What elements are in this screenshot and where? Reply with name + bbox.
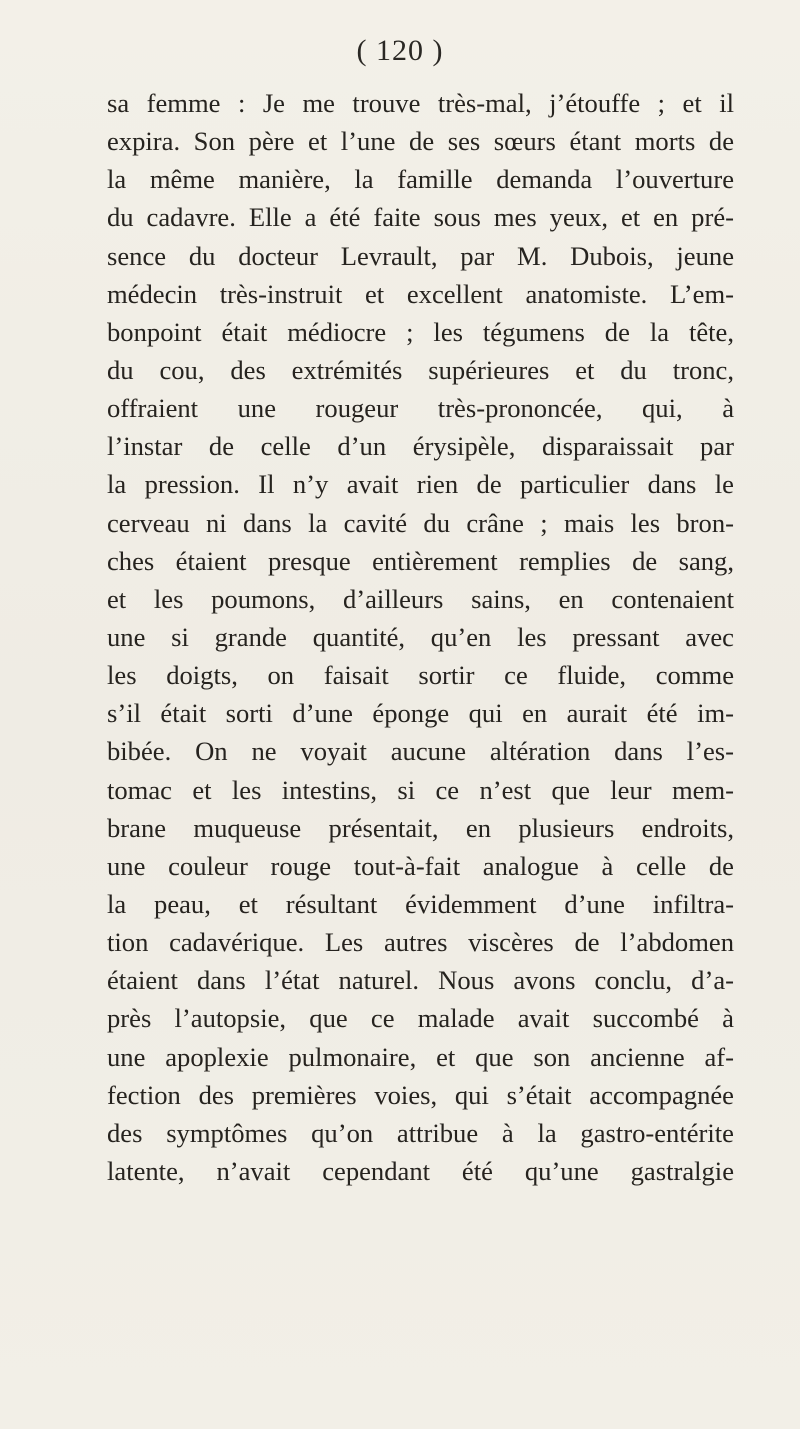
text-line: médecin très-instruit et excellent anatomiste. L’em-: [107, 278, 734, 309]
text-line: une couleur rouge tout-à-fait analogue à celle de: [107, 850, 734, 881]
text-line: du cou, des extrémités supérieures et du tronc,: [107, 354, 734, 385]
text-line: du cadavre. Elle a été faite sous mes yeux, et en pré-: [107, 202, 734, 233]
text-line: tion cadavérique. Les autres viscères de l’abdomen: [107, 927, 734, 958]
text-line: bonpoint était médiocre ; les tégumens de la tête,: [107, 316, 734, 347]
text-line: étaient dans l’état naturel. Nous avons conclu, d’a-: [107, 965, 734, 996]
text-line: la même manière, la famille demanda l’ouverture: [107, 164, 734, 195]
text-line: latente, n’avait cependant été qu’une gastralgie: [107, 1155, 734, 1186]
text-line: s’il était sorti d’une éponge qui en aurait été im-: [107, 698, 734, 729]
text-line: la peau, et résultant évidemment d’une infiltra-: [107, 888, 734, 919]
text-line: la pression. Il n’y avait rien de particulier dans le: [107, 469, 734, 500]
text-line: bibée. On ne voyait aucune altération dans l’es-: [107, 736, 734, 767]
text-line: expira. Son père et l’une de ses sœurs étant morts de: [107, 126, 734, 157]
page-number: ( 120 ): [356, 34, 444, 67]
text-line: près l’autopsie, que ce malade avait succombé à: [107, 1003, 734, 1034]
text-line: une apoplexie pulmonaire, et que son ancienne af-: [107, 1041, 734, 1072]
text-line: tomac et les intestins, si ce n’est que leur mem-: [107, 774, 734, 805]
text-line: brane muqueuse présentait, en plusieurs endroits,: [107, 812, 734, 843]
text-line: les doigts, on faisait sortir ce fluide, comme: [107, 660, 734, 691]
text-line: offraient une rougeur très-prononcée, qui, à: [107, 393, 734, 424]
text-line: cerveau ni dans la cavité du crâne ; mais les bron-: [107, 507, 734, 538]
text-line: sence du docteur Levrault, par M. Dubois, jeune: [107, 240, 734, 271]
text-line: fection des premières voies, qui s’était accompagnée: [107, 1079, 734, 1110]
text-line: une si grande quantité, qu’en les pressant avec: [107, 621, 734, 652]
text-line: l’instar de celle d’un érysipèle, disparaissait par: [107, 431, 734, 462]
text-line: sa femme : Je me trouve très-mal, j’étouffe ; et il: [107, 88, 734, 118]
text-line: des symptômes qu’on attribue à la gastro-entérite: [107, 1117, 734, 1148]
text-line: et les poumons, d’ailleurs sains, en contenaient: [107, 583, 734, 614]
body-text: [107, 84, 734, 1190]
text-line: ches étaient presque entièrement remplies de sang,: [107, 545, 734, 576]
